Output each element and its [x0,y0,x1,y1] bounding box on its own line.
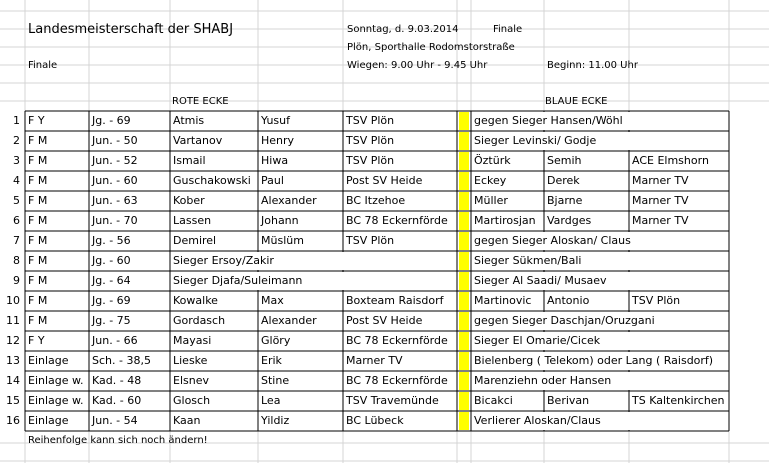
cell-b-last[interactable]: Martinovic [474,294,532,307]
cell-b-last[interactable]: Sieger Al Saadi/ Musaev [474,274,607,287]
row-number: 3 [13,154,20,167]
corner-divider-highlight [459,372,469,390]
cell-age[interactable]: Jun. - 54 [92,414,138,427]
weigh-in-time: Wiegen: 9.00 Uhr - 9.45 Uhr [347,60,488,71]
cell-age[interactable]: Jun. - 66 [92,334,138,347]
cell-age[interactable]: Jg. - 69 [92,114,131,127]
cell-r-club[interactable]: BC Lübeck [346,414,404,427]
row-number: 1 [13,114,20,127]
row-number: 12 [6,334,20,347]
cell-r-club[interactable]: BC 78 Eckernförde [346,374,448,387]
cell-age[interactable]: Jun. - 60 [92,174,138,187]
cell-b-club[interactable]: TS Kaltenkirchen [632,394,725,407]
cell-r-last[interactable]: Sieger Djafa/Suleimann [173,274,303,287]
cell-age[interactable]: Jun. - 63 [92,194,138,207]
cell-r-first[interactable]: Glöry [261,334,291,347]
cell-cls[interactable]: F M [28,294,48,307]
cell-r-last[interactable]: Mayasi [173,334,212,347]
cell-r-club[interactable] [343,251,457,271]
cell-age[interactable]: Jun. - 50 [92,134,138,147]
cell-age[interactable]: Sch. - 38,5 [92,354,151,367]
event-venue: Plön, Sporthalle Rodomstorstraße [347,42,515,53]
cell-r-last[interactable]: Ismail [173,154,206,167]
corner-divider-highlight [459,272,469,290]
cell-r-last[interactable]: Kaan [173,414,201,427]
cell-cls[interactable]: F Y [28,114,45,127]
row-number: 16 [6,414,20,427]
corner-divider-highlight [459,172,469,190]
cell-b-last[interactable]: Marenziehn oder Hansen [474,374,612,387]
cell-b-club[interactable]: ACE Elmshorn [632,154,709,167]
start-time: Beginn: 11.00 Uhr [547,60,638,71]
cell-r-last[interactable]: Atmis [173,114,205,127]
row-number: 11 [6,314,20,327]
cell-b-first[interactable]: Vardges [547,214,592,227]
cell-b-club[interactable]: Marner TV [632,174,689,187]
cell-r-club[interactable]: TSV Travemünde [346,394,439,407]
cell-r-club[interactable]: TSV Plön [346,234,395,247]
cell-cls[interactable]: F M [28,254,48,267]
corner-divider-highlight [459,232,469,250]
cell-cls[interactable]: F M [28,174,48,187]
cell-b-last[interactable]: Sieger Sükmen/Bali [474,254,582,267]
cell-cls[interactable]: F Y [28,334,45,347]
cell-age[interactable]: Jun. - 70 [92,214,138,227]
cell-cls[interactable]: Einlage [28,354,69,367]
cell-b-club[interactable]: TSV Plön [632,294,681,307]
cell-b-last[interactable]: Müller [474,194,508,207]
cell-cls[interactable]: F M [28,214,48,227]
cell-b-last[interactable]: gegen Sieger Aloskan/ Claus [474,234,631,247]
cell-r-last[interactable]: Lassen [173,214,212,227]
cell-r-first[interactable]: Alexander [261,194,317,207]
corner-divider-highlight [459,292,469,310]
cell-r-first[interactable]: Max [261,294,284,307]
cell-b-club[interactable]: Marner TV [632,214,689,227]
cell-age[interactable]: Jg. - 60 [92,254,131,267]
cell-b-last[interactable]: Eckey [474,174,507,187]
cell-b-first[interactable]: Semih [547,154,582,167]
cell-r-first[interactable]: Lea [261,394,281,407]
cell-r-last[interactable]: Sieger Ersoy/Zakir [173,254,274,267]
row-number: 5 [13,194,20,207]
cell-r-first[interactable]: Yildiz [261,414,290,427]
cell-r-first[interactable]: Stine [261,374,290,387]
cell-r-club[interactable]: BC Itzehoe [346,194,406,207]
event-date: Sonntag, d. 9.03.2014 [347,24,459,35]
cell-r-last[interactable]: Gordasch [173,314,226,327]
cell-r-last[interactable]: Demirel [173,234,217,247]
cell-r-last[interactable]: Lieske [173,354,208,367]
cell-r-first[interactable]: Erik [261,354,282,367]
row-number: 2 [13,134,20,147]
cell-age[interactable]: Kad. - 48 [92,374,142,387]
cell-r-last[interactable]: Vartanov [173,134,223,147]
event-round-label: Finale [493,24,523,35]
cell-age[interactable]: Kad. - 60 [92,394,142,407]
row-number: 15 [6,394,20,407]
cell-r-club[interactable]: BC 78 Eckernförde [346,214,448,227]
cell-cls[interactable]: Einlage w. [28,374,84,387]
cell-cls[interactable]: F M [28,314,48,327]
corner-divider-highlight [459,192,469,210]
cell-r-club[interactable]: TSV Plön [346,154,395,167]
row-number: 10 [6,294,20,307]
cell-b-last[interactable]: Verlierer Aloskan/Claus [474,414,601,427]
round-label: Finale [28,60,58,71]
cell-cls[interactable]: F M [28,194,48,207]
corner-divider-highlight [459,392,469,410]
cell-r-last[interactable]: Kober [173,194,205,207]
cell-age[interactable]: Jg. - 75 [92,314,131,327]
cell-age[interactable]: Jg. - 56 [92,234,131,247]
cell-b-first[interactable]: Berivan [547,394,590,407]
cell-r-club[interactable]: TSV Plön [346,114,395,127]
cell-b-last[interactable]: Sieger Levinski/ Godje [474,134,597,147]
cell-b-first[interactable]: Antonio [547,294,590,307]
cell-r-first[interactable]: Yusuf [261,114,291,127]
cell-b-last[interactable]: Bicakci [474,394,513,407]
cell-r-last[interactable]: Guschakowski [173,174,251,187]
row-number: 13 [6,354,20,367]
corner-divider-highlight [459,332,469,350]
cell-r-club[interactable]: Post SV Heide [346,314,423,327]
cell-b-last[interactable]: Bielenberg ( Telekom) oder Lang ( Raisdorf) [474,354,714,367]
cell-age[interactable]: Jg. - 69 [92,294,131,307]
cell-b-first[interactable]: Derek [547,174,580,187]
cell-r-last[interactable]: Elsnev [173,374,209,387]
cell-cls[interactable]: F M [28,274,48,287]
cell-b-last[interactable]: Martirosjan [474,214,536,227]
row-number: 9 [13,274,20,287]
cell-cls[interactable]: Einlage [28,414,69,427]
corner-divider-highlight [459,112,469,130]
cell-r-first[interactable]: Johann [261,214,299,227]
corner-divider-highlight [459,212,469,230]
row-number: 7 [13,234,20,247]
cell-r-club[interactable]: Post SV Heide [346,174,423,187]
sheet-title: Landesmeisterschaft der SHABJ [28,22,234,37]
blue-corner-header: BLAUE ECKE [545,96,608,107]
cell-b-club[interactable]: Marner TV [632,194,689,207]
cell-age[interactable]: Jun. - 52 [92,154,138,167]
cell-r-last[interactable]: Kowalke [173,294,218,307]
cell-b-last[interactable]: gegen Sieger Hansen/Wöhl [474,114,623,127]
cell-b-last[interactable]: Sieger El Omarie/Cicek [474,334,601,347]
corner-divider-highlight [459,152,469,170]
row-number: 6 [13,214,20,227]
cell-r-club[interactable]: Boxteam Raisdorf [346,294,444,307]
cell-r-club[interactable]: Marner TV [346,354,403,367]
corner-divider-highlight [459,352,469,370]
cell-r-first[interactable]: Müslüm [261,234,304,247]
row-number: 4 [13,174,20,187]
cell-b-first[interactable]: Bjarne [547,194,583,207]
cell-r-first[interactable]: Paul [261,174,284,187]
cell-b-last[interactable]: Öztürk [474,154,511,167]
row-number: 8 [13,254,20,267]
cell-cls[interactable]: F M [28,154,48,167]
cell-r-first[interactable]: Alexander [261,314,317,327]
cell-cls[interactable]: F M [28,134,48,147]
cell-r-club[interactable] [343,271,457,291]
corner-divider-highlight [459,412,469,430]
cell-cls[interactable]: Einlage w. [28,394,84,407]
cell-r-club[interactable]: BC 78 Eckernförde [346,334,448,347]
cell-r-first[interactable]: Hiwa [261,154,289,167]
cell-r-last[interactable]: Glosch [173,394,211,407]
cell-age[interactable]: Jg. - 64 [92,274,131,287]
corner-divider-highlight [459,132,469,150]
corner-divider-highlight [459,252,469,270]
cell-r-club[interactable]: TSV Plön [346,134,395,147]
red-corner-header: ROTE ECKE [172,96,229,107]
row-number: 14 [6,374,20,387]
cell-r-first[interactable]: Henry [261,134,295,147]
cell-b-last[interactable]: gegen Sieger Daschjan/Oruzgani [474,314,655,327]
footer-note: Reihenfolge kann sich noch ändern! [28,435,208,446]
corner-divider-highlight [459,312,469,330]
cell-cls[interactable]: F M [28,234,48,247]
